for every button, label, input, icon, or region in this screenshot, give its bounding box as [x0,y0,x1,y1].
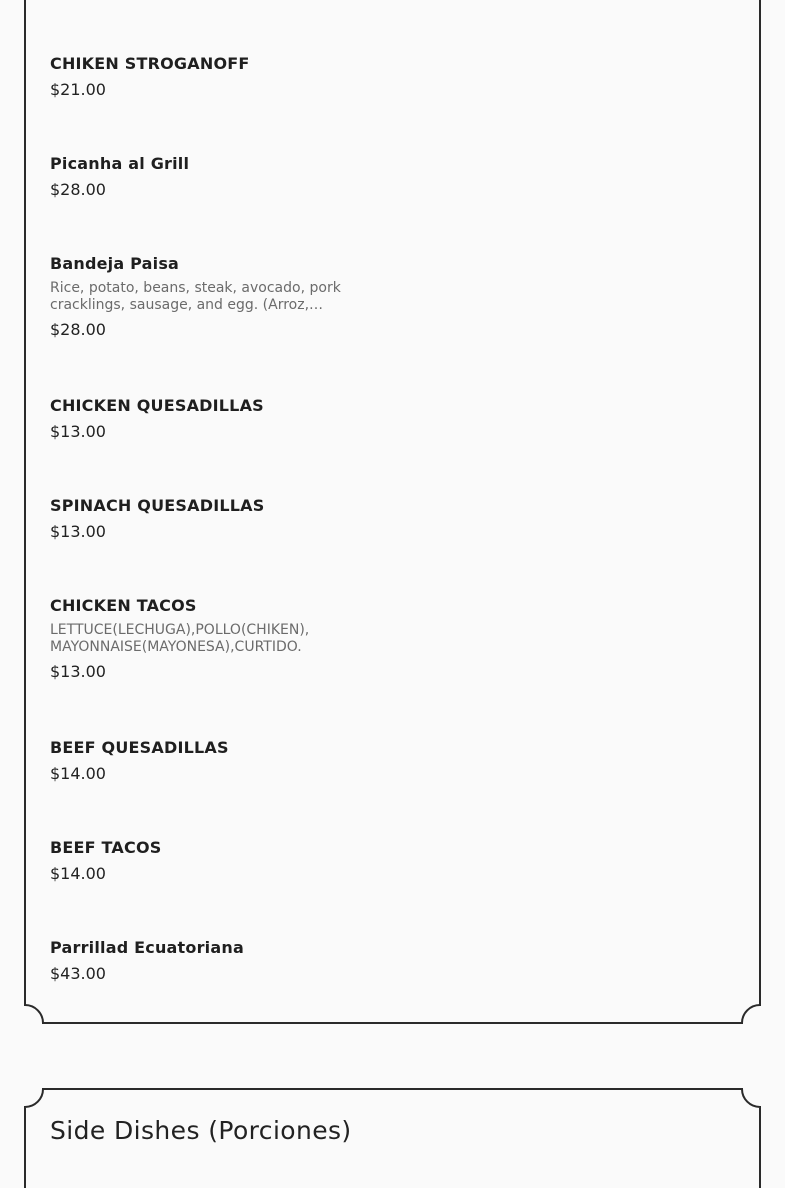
menu-item-price: $13.00 [50,662,106,681]
menu-item-price: $21.00 [50,80,106,99]
menu-item-price: $13.00 [50,422,106,441]
menu-item-name: CHICKEN TACOS [50,596,197,615]
menu-item[interactable] [50,596,370,682]
menu-item-price: $13.00 [50,522,106,541]
menu-item-name: BEEF TACOS [50,838,162,857]
menu-item-name: Bandeja Paisa [50,254,180,273]
menu-item-name: BEEF QUESADILLAS [50,738,229,757]
menu-item-price: $14.00 [50,864,106,883]
menu-item-price: $28.00 [50,320,106,339]
menu-item-description: Rice, potato, beans, steak, avocado, pork cracklings, sausage, and egg. (Arroz, [50,280,341,313]
side-dishes-section-panel [24,1088,761,1188]
menu-item[interactable] [50,838,370,884]
menu-item[interactable] [50,254,370,340]
menu-item[interactable] [50,738,370,784]
menu-item-name: CHICKEN QUESADILLAS [50,396,264,415]
menu-item-name: Picanha al Grill [50,154,190,173]
menu-item-name: Parrillad Ecuatoriana [50,938,244,957]
menu-item[interactable] [50,54,370,100]
menu-section-panel [24,0,761,1025]
menu-item[interactable] [50,938,370,984]
menu-item-name: SPINACH QUESADILLAS [50,496,265,515]
menu-item-price: $14.00 [50,764,106,783]
section-title: Side Dishes (Porciones) [50,1116,352,1145]
menu-item[interactable] [50,154,370,200]
menu-item[interactable] [50,396,370,442]
menu-item-price: $28.00 [50,180,106,199]
menu-item-price: $43.00 [50,964,106,983]
menu-item[interactable] [50,496,370,542]
menu-item-name: CHIKEN STROGANOFF [50,54,250,73]
menu-item-description: LETTUCE(LECHUGA),POLLO(CHIKEN), MAYONNAISE(MAYONESA),CURTIDO. [50,622,310,655]
